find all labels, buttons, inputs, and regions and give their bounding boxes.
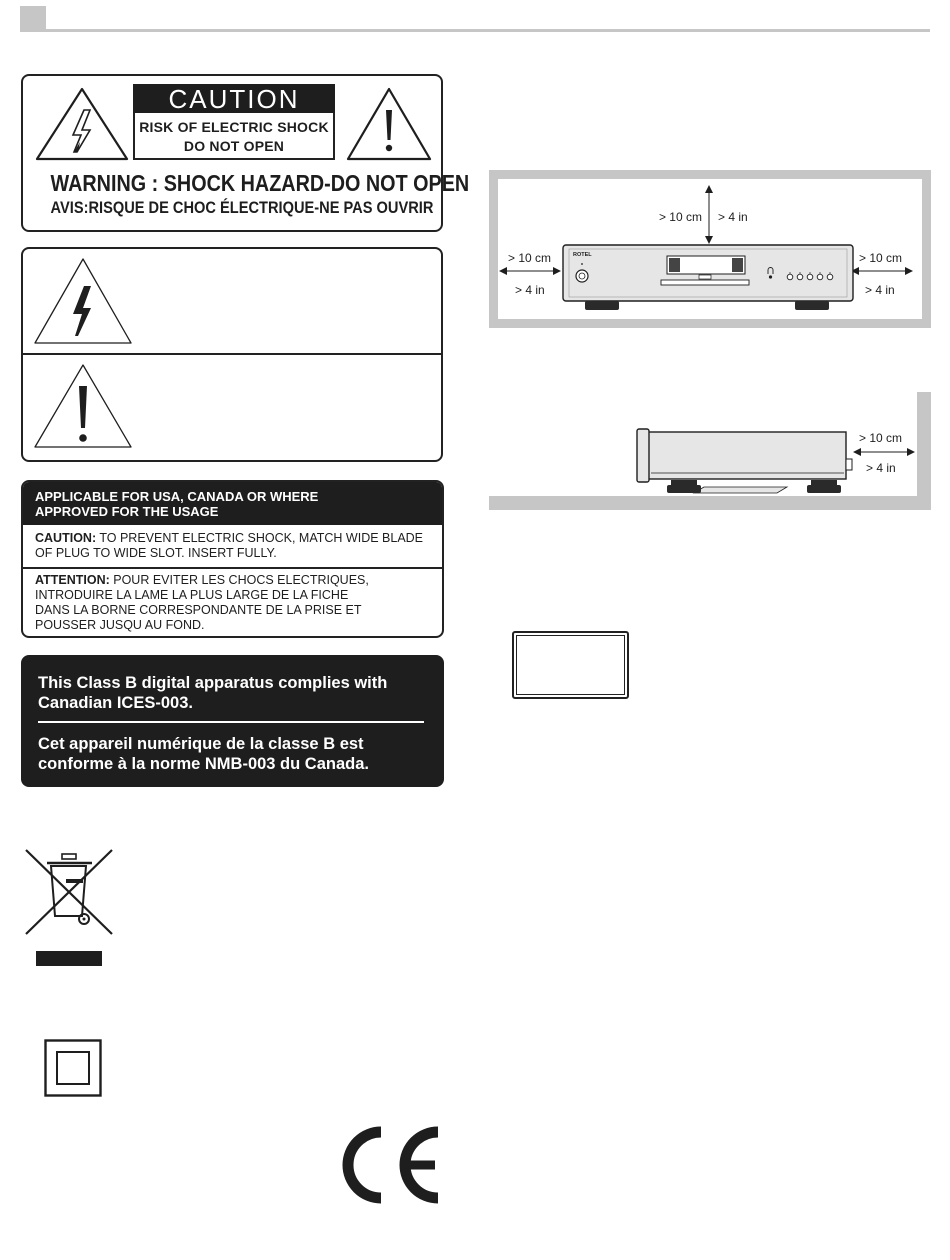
ce-mark-icon	[334, 1125, 446, 1205]
side-clearance-diagram	[489, 392, 931, 510]
class-b-notice	[21, 655, 444, 787]
caution-inline-label: CAUTION:	[35, 531, 97, 545]
crossed-out-bin-icon	[22, 846, 116, 970]
attention-line-2: INTRODUIRE LA LAME LA PLUS LARGE DE LA FICHE	[35, 588, 349, 602]
right-clearance-in: > 4 in	[865, 283, 895, 297]
exclamation-triangle-icon	[345, 86, 433, 162]
top-clearance-cm: > 10 cm	[658, 210, 702, 224]
warning-french: AVIS:RISQUE DE CHOC ÉLECTRIQUE-NE PAS OUVRIR	[50, 198, 434, 217]
class-b-en-line-2: Canadian ICES-003.	[38, 694, 193, 712]
attention-inline-label: ATTENTION:	[35, 573, 110, 587]
caution-line-1: TO PREVENT ELECTRIC SHOCK, MATCH WIDE BLADE	[96, 531, 424, 545]
class-b-fr-line-1: Cet appareil numérique de la classe B est	[38, 735, 364, 753]
risk-line-1: RISK OF ELECTRIC SHOCK	[139, 119, 329, 135]
attention-text-line-1	[35, 572, 369, 588]
class-b-rule	[38, 721, 424, 723]
front-clearance-diagram	[489, 170, 931, 328]
double-insulation-icon	[44, 1039, 102, 1097]
applicable-panel	[21, 480, 444, 638]
rear-clearance-in: > 4 in	[866, 461, 896, 475]
left-clearance-in: > 4 in	[515, 283, 545, 297]
header-square	[20, 6, 46, 32]
brand-logo: ROTEL	[573, 252, 592, 258]
caution-line-2: OF PLUG TO WIDE SLOT. INSERT FULLY.	[35, 546, 277, 560]
exclamation-triangle-icon	[32, 362, 134, 450]
cd-player-side	[637, 429, 852, 493]
applicable-heading-2: APPROVED FOR THE USAGE	[35, 504, 219, 519]
class-b-en-line-1: This Class B digital apparatus complies with	[38, 674, 388, 692]
attention-line-4: POUSSER JUSQU AU FOND.	[35, 618, 205, 632]
label-frame-inner	[516, 635, 625, 695]
header-rule	[46, 29, 930, 32]
applicable-divider	[23, 567, 444, 569]
lightning-triangle-icon	[32, 256, 134, 346]
lightning-triangle-icon	[34, 86, 130, 162]
warning-english: WARNING : SHOCK HAZARD-DO NOT OPEN	[50, 170, 470, 196]
symbol-divider	[21, 353, 443, 355]
caution-text-line-1	[35, 530, 423, 546]
top-clearance-in: > 4 in	[718, 210, 748, 224]
applicable-heading-1: APPLICABLE FOR USA, CANADA OR WHERE	[35, 489, 319, 504]
class-b-fr-line-2: conforme à la norme NMB-003 du Canada.	[38, 755, 369, 773]
rear-clearance-cm: > 10 cm	[859, 431, 903, 445]
right-clearance-cm: > 10 cm	[859, 251, 903, 265]
caution-heading: CAUTION	[133, 84, 335, 113]
risk-line-2: DO NOT OPEN	[183, 138, 285, 154]
left-clearance-cm: > 10 cm	[508, 251, 552, 265]
attention-line-1: POUR EVITER LES CHOCS ELECTRIQUES,	[109, 573, 369, 587]
cd-player-front	[563, 245, 853, 310]
attention-line-3: DANS LA BORNE CORRESPONDANTE DE LA PRISE ET	[35, 603, 362, 617]
